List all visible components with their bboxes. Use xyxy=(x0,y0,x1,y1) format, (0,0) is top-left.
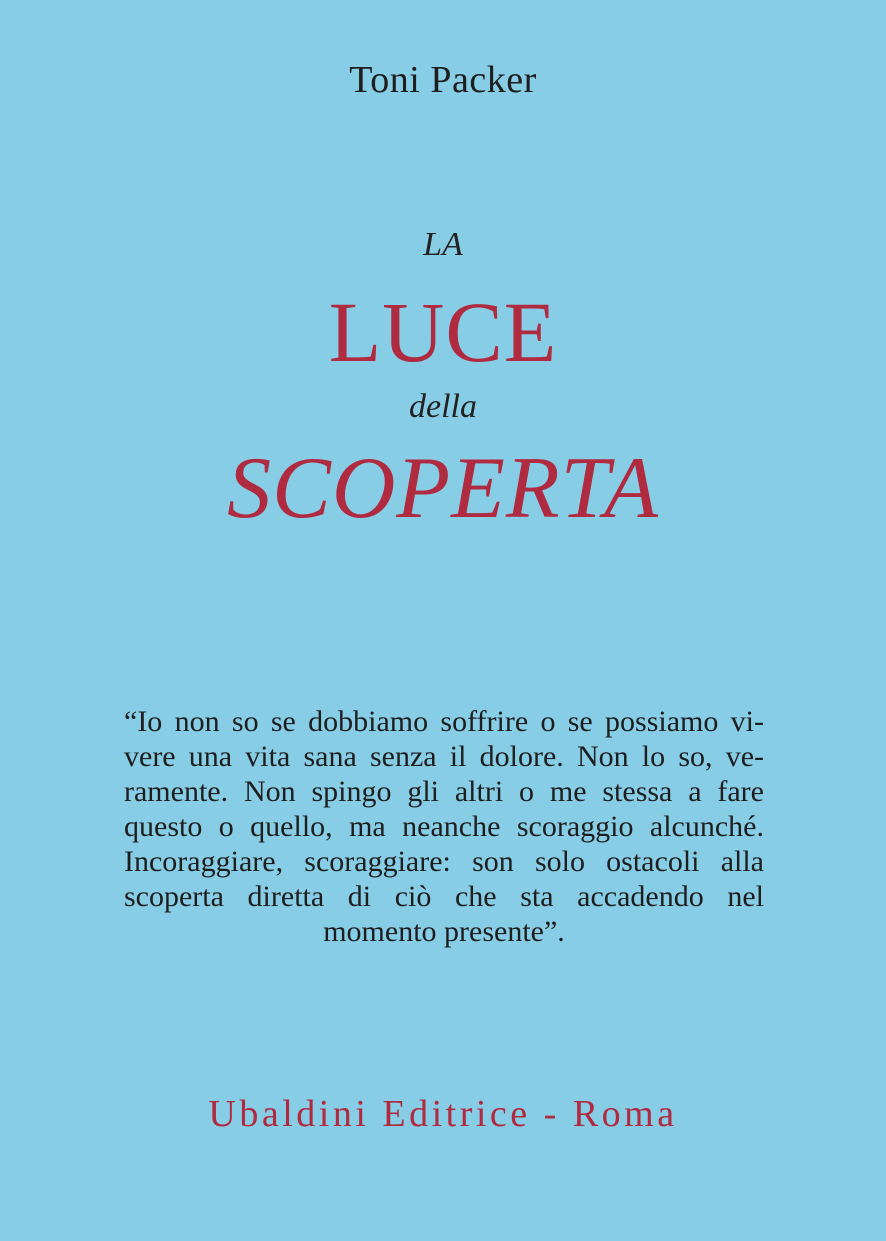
cover-quote xyxy=(124,704,764,949)
quote-line: scoperta diretta di ciò che sta accadendo nel xyxy=(124,880,764,913)
title-connector: della xyxy=(409,388,477,425)
quote-line: “Io non so se dobbiamo soffrire o se possiamo vi- xyxy=(124,705,764,738)
quote-line: momento presente”. xyxy=(323,915,565,948)
title-article: LA xyxy=(423,226,463,263)
publisher-name: Ubaldini Editrice - Roma xyxy=(208,1093,678,1135)
author-name: Toni Packer xyxy=(349,59,537,101)
quote-line: questo o quello, ma neanche scoraggio alcunché. xyxy=(124,810,764,843)
title-word-luce: LUCE xyxy=(328,284,558,380)
quote-line: Incoraggiare, scoraggiare: son solo ostacoli alla xyxy=(124,845,764,878)
quote-line: ramente. Non spingo gli altri o me stessa a fare xyxy=(124,775,764,808)
title-word-scoperta: SCOPERTA xyxy=(227,440,659,537)
quote-line: vere una vita sana senza il dolore. Non lo so, ve- xyxy=(124,740,764,773)
